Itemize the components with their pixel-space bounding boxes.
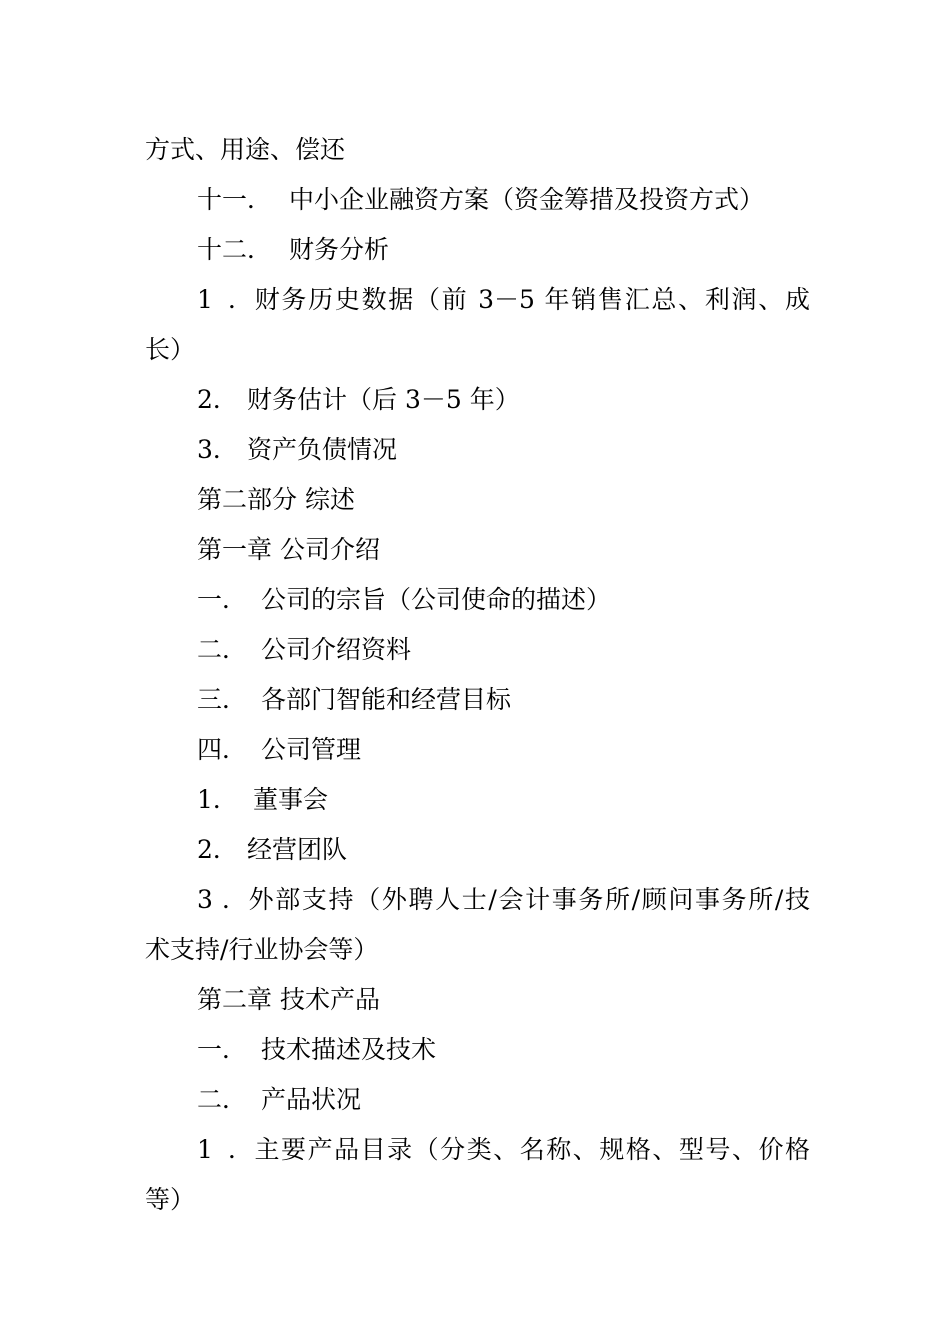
document-line bbox=[145, 475, 810, 525]
line-number: 1． bbox=[197, 1135, 253, 1164]
document-line bbox=[145, 1125, 810, 1175]
line-text: 主要产品目录（分类、名称、规格、型号、价格 bbox=[253, 1135, 810, 1164]
line-number: 3． bbox=[197, 435, 238, 464]
line-text: 中小企业融资方案（资金筹措及投资方式） bbox=[289, 185, 765, 214]
line-text: 各部门智能和经营目标 bbox=[261, 685, 512, 714]
document-line bbox=[145, 925, 810, 975]
line-text: 方式、用途、偿还 bbox=[145, 135, 346, 164]
line-text: 第二章 技术产品 bbox=[197, 985, 380, 1014]
document-line bbox=[145, 825, 810, 875]
line-number: 二． bbox=[197, 1085, 248, 1114]
document-line bbox=[145, 775, 810, 825]
line-number: 十二． bbox=[197, 235, 273, 264]
line-text: 公司介绍资料 bbox=[261, 635, 412, 664]
line-text: 公司管理 bbox=[261, 735, 362, 764]
document-line bbox=[145, 675, 810, 725]
line-number: 3． bbox=[197, 885, 247, 914]
line-number: 1． bbox=[197, 285, 253, 314]
line-number: 十一． bbox=[197, 185, 273, 214]
line-number: 三． bbox=[197, 685, 248, 714]
line-text: 经营团队 bbox=[247, 835, 348, 864]
document-line bbox=[145, 225, 810, 275]
line-text: 财务历史数据（前 3－5 年销售汇总、利润、成 bbox=[253, 285, 810, 314]
line-number: 四． bbox=[197, 735, 248, 764]
document-line bbox=[145, 725, 810, 775]
line-text: 术支持/行业协会等） bbox=[145, 935, 379, 964]
document-body bbox=[145, 125, 810, 1225]
document-line bbox=[145, 575, 810, 625]
document-line bbox=[145, 375, 810, 425]
line-text: 公司的宗旨（公司使命的描述） bbox=[261, 585, 612, 614]
line-text: 财务分析 bbox=[289, 235, 390, 264]
line-number: 一． bbox=[197, 585, 248, 614]
line-text: 财务估计（后 3－5 年） bbox=[247, 385, 520, 414]
line-number: 2． bbox=[197, 835, 238, 864]
document-line bbox=[145, 275, 810, 325]
line-text: 第一章 公司介绍 bbox=[197, 535, 380, 564]
line-number: 1． bbox=[197, 785, 238, 814]
line-number: 2． bbox=[197, 385, 238, 414]
document-line bbox=[145, 175, 810, 225]
line-text: 外部支持（外聘人士/会计事务所/顾问事务所/技 bbox=[247, 885, 810, 914]
line-text: 技术描述及技术 bbox=[261, 1035, 437, 1064]
line-text: 产品状况 bbox=[261, 1085, 362, 1114]
line-text: 董事会 bbox=[253, 785, 329, 814]
document-line bbox=[145, 125, 810, 175]
line-number: 一． bbox=[197, 1035, 248, 1064]
document-line bbox=[145, 325, 810, 375]
document-line bbox=[145, 525, 810, 575]
line-number: 二． bbox=[197, 635, 248, 664]
line-text: 第二部分 综述 bbox=[197, 485, 355, 514]
line-text: 等） bbox=[145, 1185, 196, 1214]
line-text: 长） bbox=[145, 335, 196, 364]
document-line bbox=[145, 625, 810, 675]
line-text: 资产负债情况 bbox=[247, 435, 398, 464]
document-line bbox=[145, 1025, 810, 1075]
document-line bbox=[145, 875, 810, 925]
document-line bbox=[145, 975, 810, 1025]
document-line bbox=[145, 425, 810, 475]
document-line bbox=[145, 1075, 810, 1125]
document-line bbox=[145, 1175, 810, 1225]
